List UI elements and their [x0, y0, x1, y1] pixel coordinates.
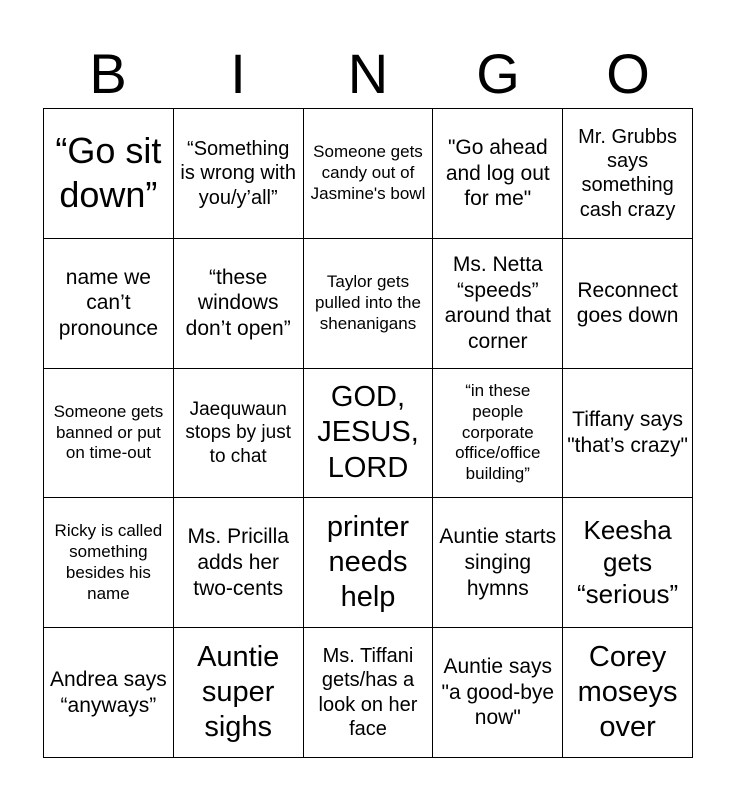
- bingo-cell[interactable]: Ms. Netta “speeds” around that corner: [433, 238, 563, 368]
- bingo-cell[interactable]: “Something is wrong with you/y’all”: [173, 109, 303, 239]
- bingo-grid: [43, 108, 693, 758]
- bingo-cell[interactable]: Someone gets candy out of Jasmine's bowl: [303, 109, 433, 239]
- bingo-cell[interactable]: Auntie super sighs: [173, 628, 303, 758]
- bingo-cell[interactable]: Tiffany says "that’s crazy": [563, 368, 693, 498]
- header-letter-b: B: [89, 42, 127, 105]
- bingo-cell[interactable]: "Go ahead and log out for me": [433, 109, 563, 239]
- bingo-cell[interactable]: Corey moseys over: [563, 628, 693, 758]
- header-letter-g: G: [476, 42, 520, 105]
- bingo-cell[interactable]: Jaequwaun stops by just to chat: [173, 368, 303, 498]
- bingo-cell[interactable]: name we can’t pronounce: [44, 238, 174, 368]
- bingo-row: [44, 498, 693, 628]
- bingo-header: [43, 40, 693, 108]
- bingo-cell[interactable]: Keesha gets “serious”: [563, 498, 693, 628]
- bingo-cell[interactable]: Andrea says “anyways”: [44, 628, 174, 758]
- bingo-cell[interactable]: Taylor gets pulled into the shenanigans: [303, 238, 433, 368]
- header-letter-n: N: [347, 42, 389, 105]
- bingo-row: [44, 368, 693, 498]
- bingo-cell[interactable]: Auntie says "a good-bye now": [433, 628, 563, 758]
- bingo-cell[interactable]: Ms. Tiffani gets/has a look on her face: [303, 628, 433, 758]
- bingo-row: [44, 109, 693, 239]
- bingo-cell[interactable]: Ricky is called something besides his name: [44, 498, 174, 628]
- bingo-row: [44, 238, 693, 368]
- free-space-cell[interactable]: GOD, JESUS, LORD: [303, 368, 433, 498]
- bingo-cell[interactable]: Someone gets banned or put on time-out: [44, 368, 174, 498]
- bingo-cell[interactable]: printer needs help: [303, 498, 433, 628]
- bingo-cell[interactable]: “Go sit down”: [44, 109, 174, 239]
- header-letter-i: I: [230, 42, 246, 105]
- bingo-cell[interactable]: “in these people corporate office/office building”: [433, 368, 563, 498]
- bingo-cell[interactable]: Ms. Pricilla adds her two-cents: [173, 498, 303, 628]
- bingo-row: [44, 628, 693, 758]
- bingo-cell[interactable]: “these windows don’t open”: [173, 238, 303, 368]
- bingo-cell[interactable]: Auntie starts singing hymns: [433, 498, 563, 628]
- header-letter-o: O: [606, 42, 650, 105]
- bingo-cell[interactable]: Reconnect goes down: [563, 238, 693, 368]
- bingo-cell[interactable]: Mr. Grubbs says something cash crazy: [563, 109, 693, 239]
